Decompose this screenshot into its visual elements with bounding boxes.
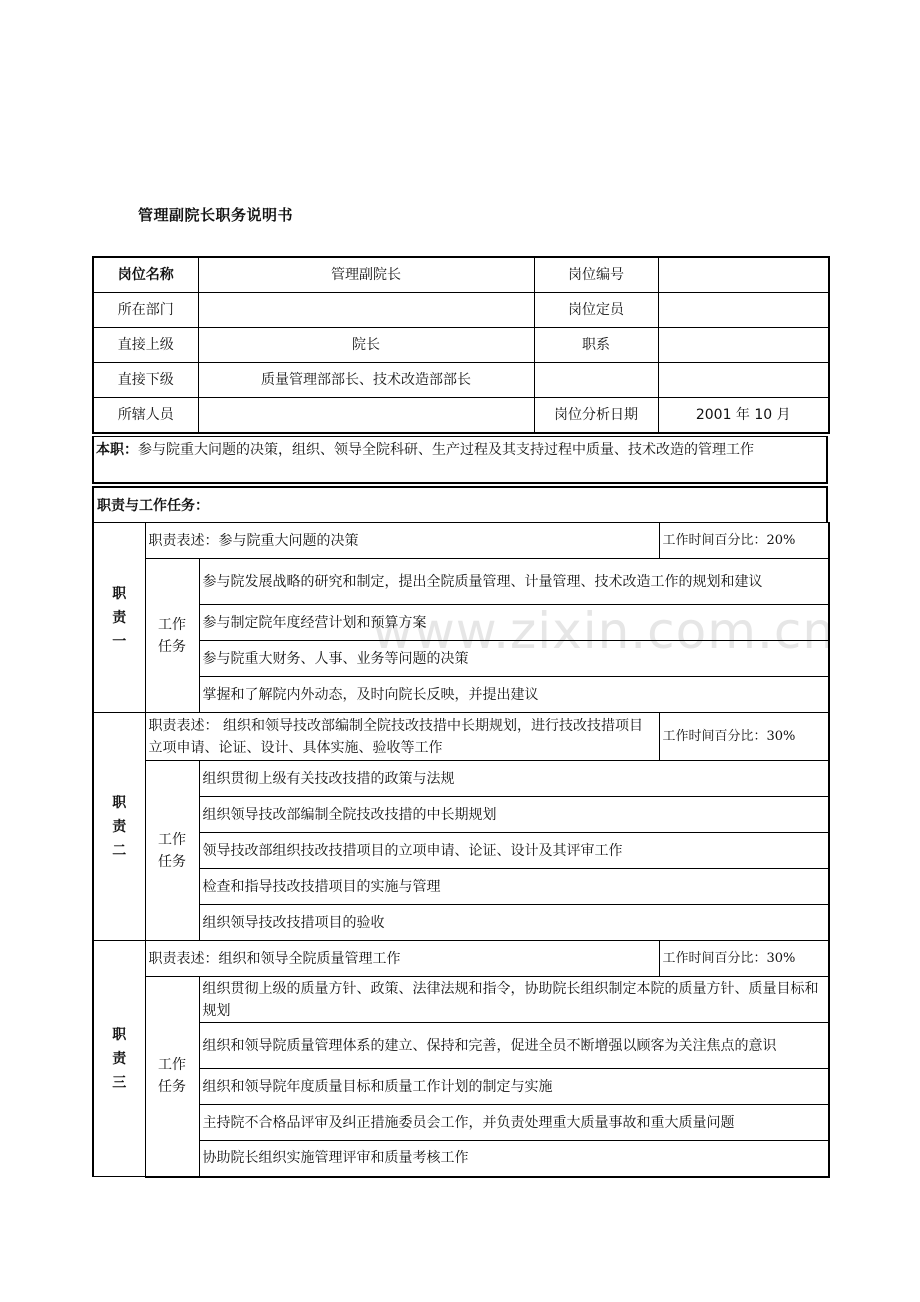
headcount-label: 岗位定员 [534, 293, 658, 328]
task-row [93, 605, 829, 641]
table-row [93, 398, 829, 434]
job-summary-label: 本职： [96, 442, 138, 458]
task-item: 参与制定院年度经营计划和预算方案 [199, 605, 829, 641]
task-item: 主持院不合格品评审及纠正措施委员会工作，并负责处理重大质量事故和重大质量问题 [199, 1105, 829, 1141]
task-item: 组织领导技改部编制全院技改技措的中长期规划 [199, 797, 829, 833]
basic-info-table [92, 256, 830, 434]
job-family-label: 职系 [534, 328, 658, 363]
job-summary-text: 参与院重大问题的决策，组织、领导全院科研、生产过程及其支持过程中质量、技术改造的管理工作 [138, 442, 754, 458]
position-number-value [658, 257, 829, 293]
table-row [93, 293, 829, 328]
task-row [93, 1141, 829, 1177]
subordinate-value: 质量管理部部长、技术改造部部长 [198, 363, 534, 398]
task-item: 参与院发展战略的研究和制定，提出全院质量管理、计量管理、技术改造工作的规划和建议 [199, 559, 829, 605]
task-item: 检查和指导技改技措项目的实施与管理 [199, 869, 829, 905]
duty-1-label: 职责一 [93, 523, 145, 713]
superior-value: 院长 [198, 328, 534, 363]
position-name-label: 岗位名称 [93, 257, 198, 293]
department-value [198, 293, 534, 328]
duty-3-percent: 工作时间百分比：30% [659, 941, 829, 977]
analysis-date-value: 2001 年 10 月 [658, 398, 829, 434]
task-row [93, 977, 829, 1023]
duty-2-description: 职责表述： 组织和领导技改部编制全院技改技措中长期规划，进行技改技措项目立项申请、论证、设计、具体实施、验收等工作 [145, 713, 659, 761]
task-row [93, 869, 829, 905]
duty-2-percent: 工作时间百分比：30% [659, 713, 829, 761]
duties-section-heading: 职责与工作任务： [92, 486, 828, 522]
duty-3-description: 职责表述：组织和领导全院质量管理工作 [145, 941, 659, 977]
staff-value [198, 398, 534, 434]
duty-2-label: 职责二 [93, 713, 145, 941]
task-row [93, 833, 829, 869]
task-item: 协助院长组织实施管理评审和质量考核工作 [199, 1141, 829, 1177]
duty-description-row [93, 941, 829, 977]
duty-1-percent: 工作时间百分比：20% [659, 523, 829, 559]
task-item: 掌握和了解院内外动态，及时向院长反映，并提出建议 [199, 677, 829, 713]
empty-cell [534, 363, 658, 398]
table-row [93, 257, 829, 293]
watermark: www.zixin.com.cn [372, 602, 836, 660]
duty-description-row [93, 713, 829, 761]
task-item: 组织贯彻上级的质量方针、政策、法律法规和指令，协助院长组织制定本院的质量方针、质量目标和规划 [199, 977, 829, 1023]
table-row [93, 363, 829, 398]
analysis-date-label: 岗位分析日期 [534, 398, 658, 434]
task-item: 参与院重大财务、人事、业务等问题的决策 [199, 641, 829, 677]
superior-label: 直接上级 [93, 328, 198, 363]
task-row [93, 677, 829, 713]
table-row [93, 328, 829, 363]
duty-1-description: 职责表述：参与院重大问题的决策 [145, 523, 659, 559]
task-item: 组织领导技改技措项目的验收 [199, 905, 829, 941]
task-item: 领导技改部组织技改技措项目的立项申请、论证、设计及其评审工作 [199, 833, 829, 869]
position-name-value: 管理副院长 [198, 257, 534, 293]
task-row [93, 559, 829, 605]
subordinate-label: 直接下级 [93, 363, 198, 398]
headcount-value [658, 293, 829, 328]
task-label: 工作任务 [145, 559, 199, 713]
job-family-value [658, 328, 829, 363]
page-title: 管理副院长职务说明书 [138, 206, 294, 224]
task-row [93, 761, 829, 797]
task-item: 组织和领导院质量管理体系的建立、保持和完善，促进全员不断增强以顾客为关注焦点的意识 [199, 1023, 829, 1069]
job-summary [92, 436, 828, 484]
department-label: 所在部门 [93, 293, 198, 328]
task-row [93, 797, 829, 833]
duty-description-row [93, 523, 829, 559]
task-row [93, 1023, 829, 1069]
task-label: 工作任务 [145, 977, 199, 1177]
task-row [93, 1105, 829, 1141]
empty-cell [658, 363, 829, 398]
duty-3-label: 职责三 [93, 941, 145, 1177]
task-row [93, 1069, 829, 1105]
task-label: 工作任务 [145, 761, 199, 941]
duties-table [92, 522, 830, 1178]
task-row [93, 641, 829, 677]
position-number-label: 岗位编号 [534, 257, 658, 293]
task-item: 组织贯彻上级有关技改技措的政策与法规 [199, 761, 829, 797]
task-item: 组织和领导院年度质量目标和质量工作计划的制定与实施 [199, 1069, 829, 1105]
task-row [93, 905, 829, 941]
staff-label: 所辖人员 [93, 398, 198, 434]
